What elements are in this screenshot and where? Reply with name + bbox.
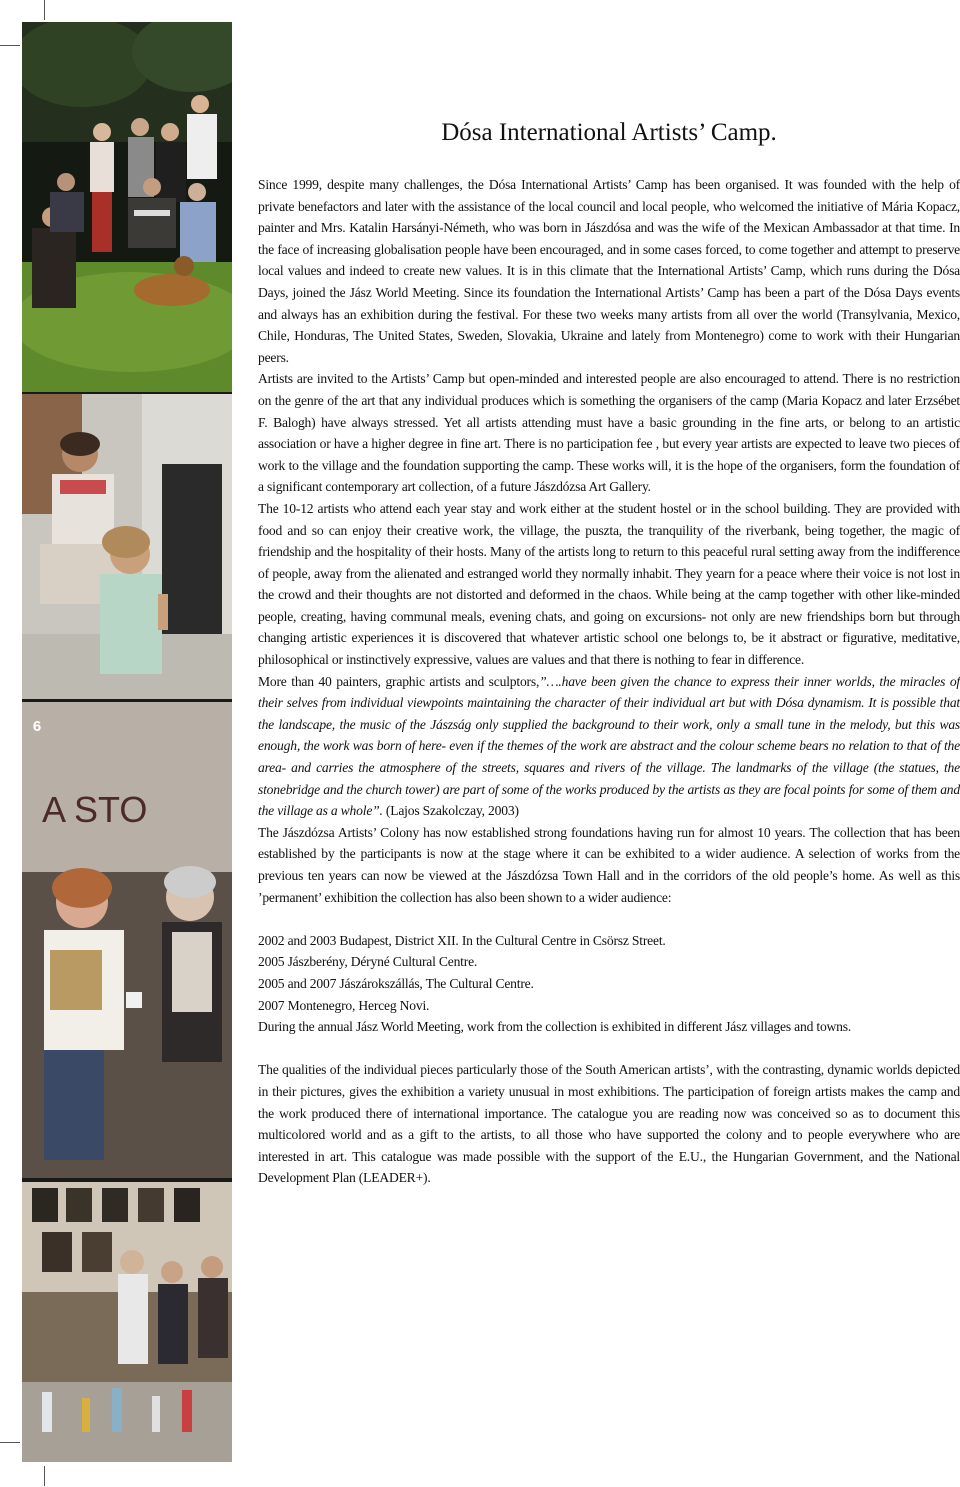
quote-text: ”….have been given the chance to express their inner worlds, the miracles of their selves from individual viewpoints maintaining the character of their individual art but with Dósa dynamism. It is possible that the landscape, the music of the Jászság only supplied the background to their work, only a small tune in the melody, but this was enough, the work was born of here- even if the themes of the work are abstract and the colour scheme bears no relation to that of the area- and carries the atmosphere of the streets, squares and rivers of the village. The landmarks of the village (the statues, the stonebridge and the church tower) are part of some of the works produced by the artists as they are focal points for some of them and the village as a whole”. <box>258 673 960 819</box>
article-body <box>258 174 960 1189</box>
exhibition-item: During the annual Jász World Meeting, work from the collection is exhibited in different Jász villages and towns. <box>258 1019 852 1035</box>
paragraph-closing: The qualities of the individual pieces particularly those of the South American artists’, with the contrasting, dynamic worlds depicted in their pictures, gives the exhibition a variety unusual in most exhibitions. The participation of foreign artists makes the camp and the work produced there of international importance. The catalogue you are reading now was conceived so as to document this multicolored world and as a gift to the artists, to all those who have supported the colony and to people everywhere who are interested in art. This catalogue was made possible with the support of the E.U., the Hungarian Government, and the National Development Plan (LEADER+). <box>258 1062 960 1186</box>
exhibition-item: 2005 Jászberény, Déryné Cultural Centre. <box>258 954 478 970</box>
exhibition-item: 2007 Montenegro, Herceg Novi. <box>258 997 430 1013</box>
paragraph-quote <box>258 671 960 822</box>
crop-mark-bottom-vertical <box>44 1466 45 1486</box>
paragraph-collection: The Jászdózsa Artists’ Colony has now established strong foundations having run for almost 10 years. The collection that has been established by the participants is now at the stage where it can be exhibited to a wider audience. A selection of works from the previous ten years can now be viewed at the Jászdózsa Town Hall and in the corridors of the old people’s home. As well as this ’permanent’ exhibition the collection has also been shown to a wider audience: <box>258 824 960 905</box>
crop-mark-top-vertical <box>44 0 45 20</box>
exhibition-item: 2002 and 2003 Budapest, District XII. In the Cultural Centre in Csörsz Street. <box>258 932 666 948</box>
group-photo <box>22 22 232 392</box>
page-title: Dósa International Artists’ Camp. <box>441 119 777 146</box>
quote-lead: More than 40 painters, graphic artists and sculptors, <box>258 673 540 689</box>
exhibition-item: 2005 and 2007 Jászárokszállás, The Cultural Centre. <box>258 975 534 991</box>
quote-attribution: (Lajos Szakolczay, 2003) <box>382 803 519 819</box>
paragraph-history: Since 1999, despite many challenges, the Dósa International Artists’ Camp has been organised. It was founded with the help of private benefactors and later with the assistance of the local council and local people, who welcomed the initiative of Mária Kopacz, painter and Mrs. Katalin Harsányi-Németh, who was born in Jászdósa and was the wife of the Mexican Ambassador at that time. In the face of increasing globalisation people have been encouraged, and in some cases forced, to come together and attempt to preserve local values and indeed to create new values. It is in this climate that the International Artists’ Camp, which runs during the Dósa Days, joined the Jász World Meeting. Since its foundation the International Artists’ Camp has been a part of the Dósa Days events and always has an exhibition during the festival. For these two weeks many artists from all over the world (Transylvania, Mexico, Chile, Honduras, The United States, Sweden, Slovakia, Ukraine and lately from Montenegro) come to work with their Hungarian peers. <box>258 177 960 365</box>
paragraph-camp-life: The 10-12 artists who attend each year stay and work either at the student hostel or in the school building. They are provided with food and so can enjoy their creative work, the village, the puszta, the tranquility of the riverbank, being together, the magic of friendship and the hospitality of their hosts. Many of the artists long to return to this peaceful rural setting away from the indifference of people, away from the alienated and estranged world they normally inhabit. They yearn for a peace where their voice is not lost in the crowd and their thoughts are not distorted and deformed in the chaos. While being at the camp together with other like-minded people, creating, having communal meals, evening chats, and going on excursions- not only are new friendships born but through changing artistic experiences it is discovered that whatever artistic school one belongs to, be it abstract or figurative, meditative, philosophical or instinctively expressive, values are values and that there is nothing to fear in difference. <box>258 500 960 668</box>
exhibition-viewing-photo <box>22 702 232 1178</box>
crop-mark-bottom <box>0 1442 20 1443</box>
child-drawing-photo <box>22 394 232 699</box>
paragraph-participation: Artists are invited to the Artists’ Camp but open-minded and interested people are also encouraged to attend. There is no restriction on the genre of the art that any individual produces which is something the organisers of the camp (Maria Kopacz and later Erzsébet F. Balogh) have always stressed. Yet all artists attending must have a basic grounding in the fine arts, or belong to an artistic association or have a higher degree in fine art. There is no participation fee , but every year artists are expected to leave two pieces of work to the village and the foundation supporting the camp. These works will, it is the hope of the organisers, form the foundation of a significant contemporary art collection, of a future Jászdózsa Art Gallery. <box>258 371 960 495</box>
photo-sidebar <box>22 22 232 1462</box>
crop-mark-top <box>0 45 20 46</box>
page-number: 6 <box>32 718 42 735</box>
gallery-crowd-photo <box>22 1182 232 1462</box>
svg-text:A STO: A STO <box>42 789 148 830</box>
